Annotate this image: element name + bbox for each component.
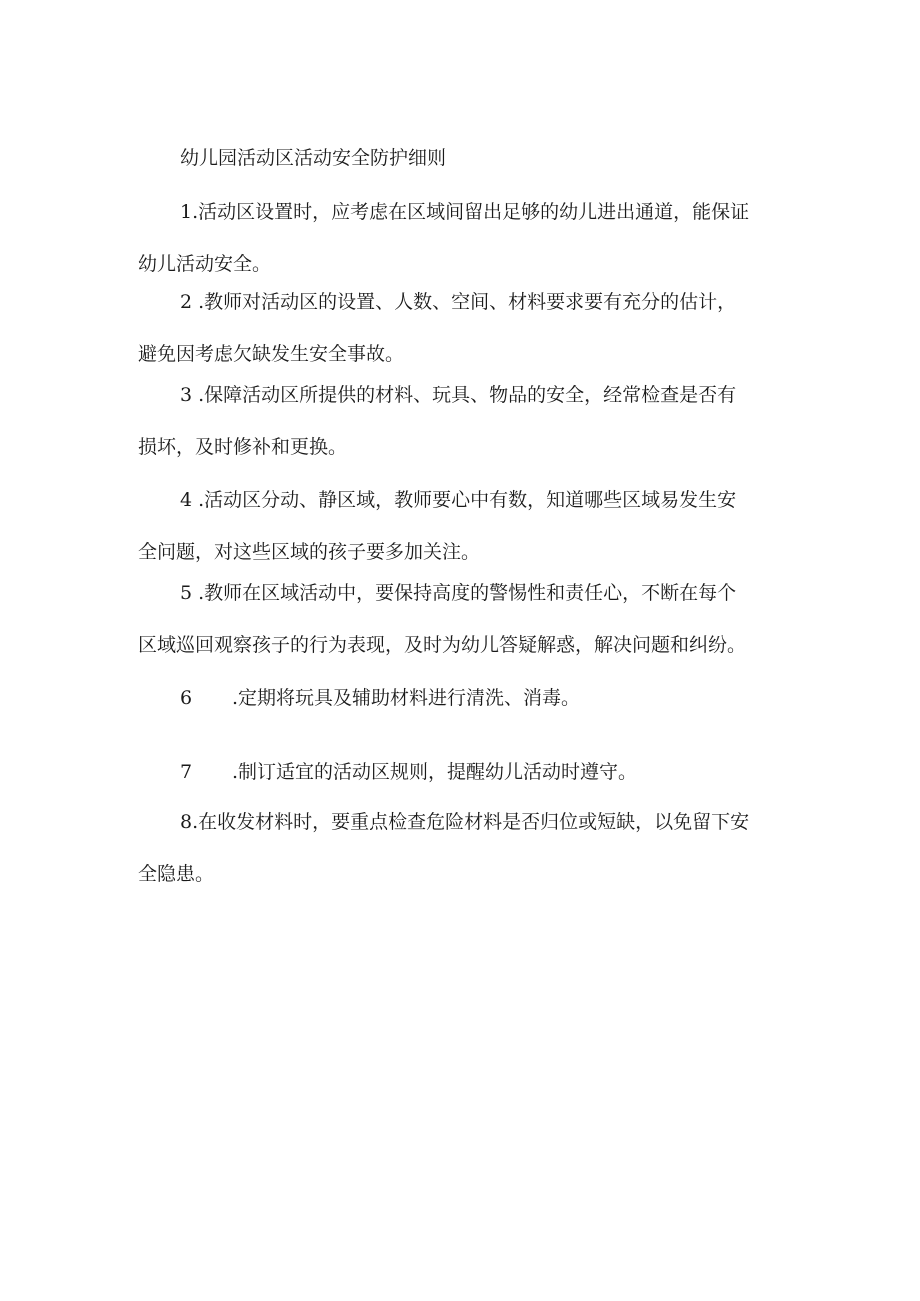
rule-item-1 — [138, 186, 790, 290]
rule-item-6 — [138, 672, 790, 724]
rule-item-5 — [138, 567, 790, 671]
rule-text-continued: 全问题，对这些区域的孩子要多加关注。 — [138, 541, 481, 563]
document-title: 幼儿园活动区活动安全防护细则 — [180, 147, 447, 169]
rule-text-continued: 幼儿活动安全。 — [138, 253, 272, 275]
rule-text-continued: 全隐患。 — [138, 863, 215, 885]
rule-text-continued: 避免因考虑欠缺发生安全事故。 — [138, 343, 405, 365]
rule-number: 7 — [180, 761, 193, 783]
rule-number: 4 — [180, 489, 193, 511]
rule-number: 1. — [180, 201, 199, 223]
rule-text: .制订适宜的活动区规则，提醒幼儿活动时遵守。 — [232, 761, 638, 783]
rule-number: 8. — [180, 811, 199, 833]
rule-item-4 — [138, 474, 790, 578]
rule-item-8 — [138, 796, 790, 900]
rule-number: 2 — [180, 291, 193, 313]
rule-text: 活动区设置时，应考虑在区域间留出足够的幼儿进出通道，能保证 — [198, 201, 750, 223]
rule-text: .教师对活动区的设置、人数、空间、材料要求要有充分的估计， — [198, 291, 737, 313]
rule-number: 6 — [180, 687, 193, 709]
rule-item-2 — [138, 276, 790, 380]
rule-text-continued: 区域巡回观察孩子的行为表现，及时为幼儿答疑解惑，解决问题和纠纷。 — [138, 634, 747, 656]
rule-item-7 — [138, 746, 790, 798]
rule-text: .保障活动区所提供的材料、玩具、物品的安全，经常检查是否有 — [198, 384, 737, 406]
rule-text: .教师在区域活动中，要保持高度的警惕性和责任心，不断在每个 — [198, 582, 737, 604]
rule-text: .定期将玩具及辅助材料进行清洗、消毒。 — [232, 687, 581, 709]
rule-text: 在收发材料时，要重点检查危险材料是否归位或短缺，以免留下安 — [198, 811, 750, 833]
rule-number: 3 — [180, 384, 193, 406]
rule-item-3 — [138, 369, 790, 473]
rule-number: 5 — [180, 582, 193, 604]
rule-text-continued: 损坏，及时修补和更换。 — [138, 436, 348, 458]
rule-text: .活动区分动、静区域，教师要心中有数，知道哪些区域易发生安 — [198, 489, 737, 511]
